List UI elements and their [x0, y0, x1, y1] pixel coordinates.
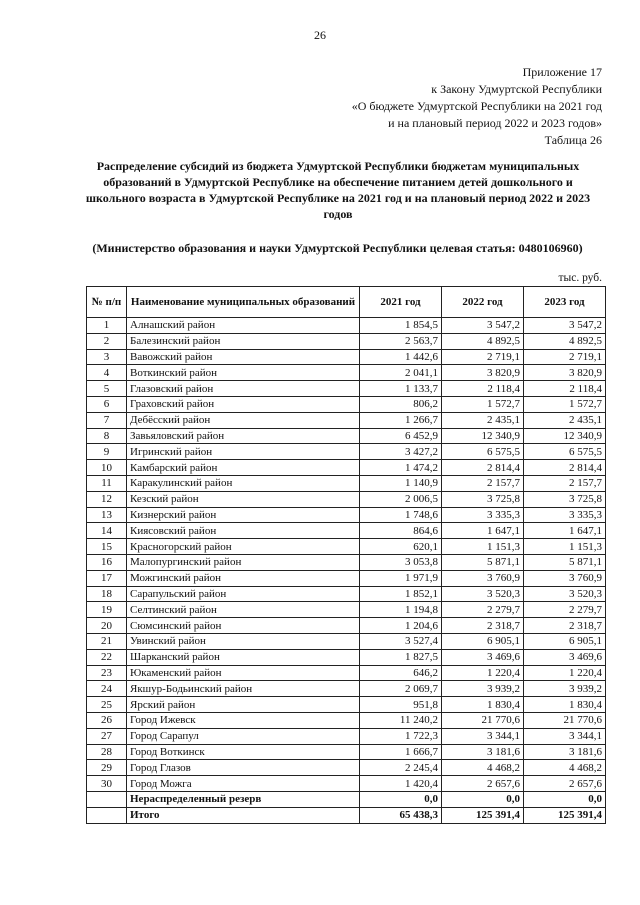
row-number: 20: [87, 618, 127, 634]
value-2021: 1 748,6: [360, 507, 442, 523]
value-2021: 1 854,5: [360, 318, 442, 334]
subsidy-table: [86, 286, 606, 824]
value-2021: 3 527,4: [360, 633, 442, 649]
value-2021: 1 722,3: [360, 728, 442, 744]
row-number: 15: [87, 539, 127, 555]
units-label: тыс. руб.: [558, 272, 602, 284]
reserve-row: [87, 791, 606, 807]
table-row: [87, 318, 606, 334]
municipality-name: Юкаменский район: [127, 665, 360, 681]
appendix-line: «О бюджете Удмуртской Республики на 2021 год: [351, 99, 602, 113]
value-2021: 1 140,9: [360, 475, 442, 491]
value-2022: 1 647,1: [442, 523, 524, 539]
table-row: [87, 349, 606, 365]
table-row: [87, 365, 606, 381]
value-2021: 1 852,1: [360, 586, 442, 602]
empty-cell: [87, 791, 127, 807]
value-2023: 5 871,1: [524, 554, 606, 570]
row-number: 30: [87, 776, 127, 792]
table-row: [87, 412, 606, 428]
table-row: [87, 396, 606, 412]
value-2021: 2 563,7: [360, 333, 442, 349]
reserve-row-2021: 0,0: [360, 791, 442, 807]
row-number: 19: [87, 602, 127, 618]
table-header-row: [87, 287, 606, 318]
total-row: [87, 807, 606, 823]
table-row: [87, 570, 606, 586]
value-2022: 2 318,7: [442, 618, 524, 634]
value-2023: 3 725,8: [524, 491, 606, 507]
value-2022: 1 572,7: [442, 396, 524, 412]
municipality-name: Каракулинский район: [127, 475, 360, 491]
table-row: [87, 681, 606, 697]
table-row: [87, 507, 606, 523]
value-2022: 2 157,7: [442, 475, 524, 491]
value-2022: 2 118,4: [442, 381, 524, 397]
value-2023: 2 318,7: [524, 618, 606, 634]
table-row: [87, 539, 606, 555]
municipality-name: Красногорский район: [127, 539, 360, 555]
value-2023: 1 830,4: [524, 697, 606, 713]
municipality-name: Алнашский район: [127, 318, 360, 334]
value-2022: 4 892,5: [442, 333, 524, 349]
municipality-name: Город Ижевск: [127, 712, 360, 728]
value-2021: 2 006,5: [360, 491, 442, 507]
municipality-name: Якшур-Бодьинский район: [127, 681, 360, 697]
value-2021: 1 420,4: [360, 776, 442, 792]
value-2023: 3 939,2: [524, 681, 606, 697]
value-2022: 6 905,1: [442, 633, 524, 649]
value-2021: 1 474,2: [360, 460, 442, 476]
municipality-name: Малопургинский район: [127, 554, 360, 570]
value-2022: 1 151,3: [442, 539, 524, 555]
municipality-name: Сюмсинский район: [127, 618, 360, 634]
row-number: 28: [87, 744, 127, 760]
value-2023: 1 151,3: [524, 539, 606, 555]
value-2023: 2 279,7: [524, 602, 606, 618]
row-number: 22: [87, 649, 127, 665]
document-title: Распределение субсидий из бюджета Удмуртской Республики бюджетам муниципальных образований в Удмуртской Республике на обеспечение питанием детей дошкольного и школьного возраста в Удмуртской Республике на 2021 год и на плановый период 2022 и 2023 годов: [85, 159, 591, 221]
value-2022: 2 279,7: [442, 602, 524, 618]
row-number: 10: [87, 460, 127, 476]
municipality-name: Игринский район: [127, 444, 360, 460]
value-2023: 21 770,6: [524, 712, 606, 728]
municipality-name: Кезский район: [127, 491, 360, 507]
row-number: 27: [87, 728, 127, 744]
value-2021: 1 133,7: [360, 381, 442, 397]
value-2023: 2 157,7: [524, 475, 606, 491]
table-row: [87, 697, 606, 713]
value-2021: 1 194,8: [360, 602, 442, 618]
reserve-row-2023: 0,0: [524, 791, 606, 807]
value-2022: 12 340,9: [442, 428, 524, 444]
total-row-2023: 125 391,4: [524, 807, 606, 823]
value-2023: 1 572,7: [524, 396, 606, 412]
value-2023: 2 719,1: [524, 349, 606, 365]
value-2021: 1 666,7: [360, 744, 442, 760]
value-2022: 21 770,6: [442, 712, 524, 728]
value-2022: 1 220,4: [442, 665, 524, 681]
municipality-name: Завьяловский район: [127, 428, 360, 444]
header-2023: 2023 год: [524, 287, 606, 318]
table-row: [87, 633, 606, 649]
value-2023: 2 814,4: [524, 460, 606, 476]
table-row: [87, 649, 606, 665]
value-2023: 3 520,3: [524, 586, 606, 602]
appendix-line: к Закону Удмуртской Республики: [431, 82, 602, 96]
table-row: [87, 776, 606, 792]
municipality-name: Граховский район: [127, 396, 360, 412]
value-2021: 2 245,4: [360, 760, 442, 776]
value-2021: 3 427,2: [360, 444, 442, 460]
value-2021: 1 442,6: [360, 349, 442, 365]
header-num: № п/п: [87, 287, 127, 318]
table-row: [87, 381, 606, 397]
value-2023: 1 220,4: [524, 665, 606, 681]
value-2023: 2 435,1: [524, 412, 606, 428]
municipality-name: Город Воткинск: [127, 744, 360, 760]
row-number: 18: [87, 586, 127, 602]
value-2022: 3 547,2: [442, 318, 524, 334]
value-2023: 2 118,4: [524, 381, 606, 397]
value-2021: 620,1: [360, 539, 442, 555]
value-2022: 4 468,2: [442, 760, 524, 776]
municipality-name: Можгинский район: [127, 570, 360, 586]
reserve-row-2022: 0,0: [442, 791, 524, 807]
row-number: 14: [87, 523, 127, 539]
value-2022: 3 181,6: [442, 744, 524, 760]
table-row: [87, 491, 606, 507]
table-body: [87, 318, 606, 824]
value-2023: 3 335,3: [524, 507, 606, 523]
row-number: 21: [87, 633, 127, 649]
value-2021: 11 240,2: [360, 712, 442, 728]
row-number: 3: [87, 349, 127, 365]
header-name: Наименование муниципальных образований: [127, 287, 360, 318]
value-2022: 2 657,6: [442, 776, 524, 792]
value-2021: 1 204,6: [360, 618, 442, 634]
appendix-line: и на плановый период 2022 и 2023 годов»: [388, 116, 602, 130]
municipality-name: Город Можга: [127, 776, 360, 792]
appendix-line: Приложение 17: [522, 65, 602, 79]
row-number: 2: [87, 333, 127, 349]
row-number: 8: [87, 428, 127, 444]
value-2023: 4 468,2: [524, 760, 606, 776]
value-2022: 1 830,4: [442, 697, 524, 713]
value-2023: 1 647,1: [524, 523, 606, 539]
empty-cell: [87, 807, 127, 823]
municipality-name: Воткинский район: [127, 365, 360, 381]
municipality-name: Шарканский район: [127, 649, 360, 665]
value-2022: 3 820,9: [442, 365, 524, 381]
row-number: 9: [87, 444, 127, 460]
table-row: [87, 444, 606, 460]
total-row-2021: 65 438,3: [360, 807, 442, 823]
value-2021: 2 069,7: [360, 681, 442, 697]
table-row: [87, 712, 606, 728]
municipality-name: Сарапульский район: [127, 586, 360, 602]
municipality-name: Глазовский район: [127, 381, 360, 397]
header-2021: 2021 год: [360, 287, 442, 318]
value-2022: 2 435,1: [442, 412, 524, 428]
value-2022: 2 814,4: [442, 460, 524, 476]
table-row: [87, 523, 606, 539]
total-row-label: Итого: [127, 807, 360, 823]
table-row: [87, 586, 606, 602]
value-2022: 2 719,1: [442, 349, 524, 365]
value-2021: 1 827,5: [360, 649, 442, 665]
value-2021: 6 452,9: [360, 428, 442, 444]
value-2022: 3 335,3: [442, 507, 524, 523]
municipality-name: Ярский район: [127, 697, 360, 713]
value-2021: 2 041,1: [360, 365, 442, 381]
value-2022: 3 469,6: [442, 649, 524, 665]
municipality-name: Кизнерский район: [127, 507, 360, 523]
value-2022: 3 725,8: [442, 491, 524, 507]
municipality-name: Камбарский район: [127, 460, 360, 476]
table-row: [87, 665, 606, 681]
row-number: 26: [87, 712, 127, 728]
total-row-2022: 125 391,4: [442, 807, 524, 823]
value-2022: 6 575,5: [442, 444, 524, 460]
municipality-name: Город Сарапул: [127, 728, 360, 744]
value-2023: 6 905,1: [524, 633, 606, 649]
table-row: [87, 475, 606, 491]
table-row: [87, 744, 606, 760]
value-2023: 4 892,5: [524, 333, 606, 349]
row-number: 6: [87, 396, 127, 412]
page-number: 26: [314, 28, 326, 42]
row-number: 5: [87, 381, 127, 397]
value-2023: 3 820,9: [524, 365, 606, 381]
row-number: 1: [87, 318, 127, 334]
value-2023: 3 344,1: [524, 728, 606, 744]
municipality-name: Селтинский район: [127, 602, 360, 618]
row-number: 12: [87, 491, 127, 507]
value-2021: 3 053,8: [360, 554, 442, 570]
value-2022: 3 344,1: [442, 728, 524, 744]
value-2021: 951,8: [360, 697, 442, 713]
table-row: [87, 618, 606, 634]
value-2023: 2 657,6: [524, 776, 606, 792]
table-row: [87, 728, 606, 744]
value-2022: 3 760,9: [442, 570, 524, 586]
row-number: 29: [87, 760, 127, 776]
row-number: 25: [87, 697, 127, 713]
municipality-name: Вавожский район: [127, 349, 360, 365]
value-2021: 1 971,9: [360, 570, 442, 586]
table-row: [87, 760, 606, 776]
table-row: [87, 460, 606, 476]
value-2021: 646,2: [360, 665, 442, 681]
value-2022: 5 871,1: [442, 554, 524, 570]
appendix-block: [352, 64, 602, 132]
row-number: 24: [87, 681, 127, 697]
row-number: 16: [87, 554, 127, 570]
row-number: 13: [87, 507, 127, 523]
value-2022: 3 520,3: [442, 586, 524, 602]
value-2021: 806,2: [360, 396, 442, 412]
value-2023: 3 547,2: [524, 318, 606, 334]
value-2022: 3 939,2: [442, 681, 524, 697]
row-number: 17: [87, 570, 127, 586]
row-number: 7: [87, 412, 127, 428]
row-number: 23: [87, 665, 127, 681]
value-2023: 3 760,9: [524, 570, 606, 586]
table-row: [87, 333, 606, 349]
table-row: [87, 428, 606, 444]
value-2023: 3 469,6: [524, 649, 606, 665]
table-number: Таблица 26: [544, 133, 602, 147]
header-2022: 2022 год: [442, 287, 524, 318]
municipality-name: Увинский район: [127, 633, 360, 649]
reserve-row-label: Нераспределенный резерв: [127, 791, 360, 807]
municipality-name: Город Глазов: [127, 760, 360, 776]
value-2023: 12 340,9: [524, 428, 606, 444]
municipality-name: Дебёсский район: [127, 412, 360, 428]
municipality-name: Киясовский район: [127, 523, 360, 539]
value-2023: 6 575,5: [524, 444, 606, 460]
table-row: [87, 554, 606, 570]
municipality-name: Балезинский район: [127, 333, 360, 349]
value-2021: 864,6: [360, 523, 442, 539]
row-number: 11: [87, 475, 127, 491]
value-2023: 3 181,6: [524, 744, 606, 760]
table-row: [87, 602, 606, 618]
value-2021: 1 266,7: [360, 412, 442, 428]
row-number: 4: [87, 365, 127, 381]
ministry-note: (Министерство образования и науки Удмуртской Республики целевая статья: 0480106960): [92, 241, 583, 255]
